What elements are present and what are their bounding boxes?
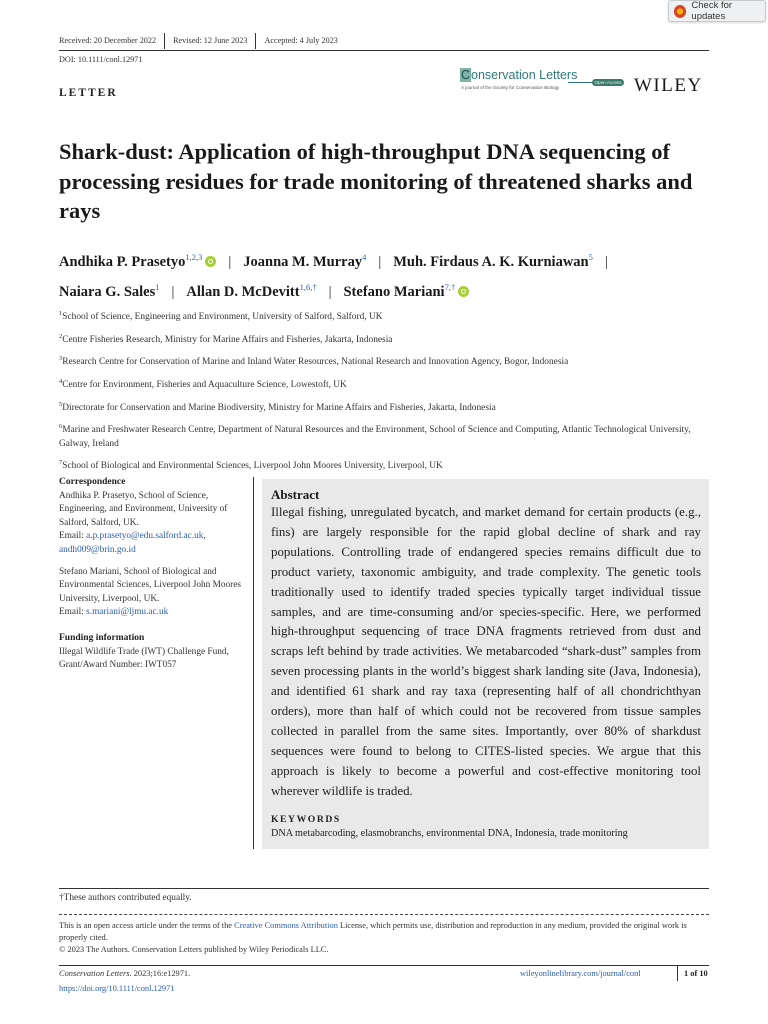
footer-rule — [59, 965, 709, 966]
affiliation-item: $^5$Directorate for Conservation and Marine Biodiversity, Ministry for Marine Affairs and Fisheries, Jakarta, Indonesia — [59, 400, 496, 413]
article-doi: DOI: 10.1111/conl.12971 — [59, 55, 143, 64]
correspondence-1: Andhika P. Prasetyo, School of Science, Engineering, and Environment, University of Salford, Salford, UK. Email: a.p.prasetyo@edu.salford.ac.uk, andh009@brin.go.id — [59, 490, 228, 555]
email-link[interactable]: s.mariani@ljmu.ac.uk — [86, 607, 169, 618]
orcid-icon[interactable] — [458, 286, 469, 297]
open-access-badge: Open Access — [592, 79, 624, 86]
abstract-heading: Abstract — [271, 487, 320, 502]
author-affiliation-sup[interactable]: 4 — [362, 252, 367, 262]
author-affiliation-sup[interactable]: 1,2,3 — [185, 252, 203, 262]
author-name[interactable]: Muh. Firdaus A. K. Kurniawan — [393, 254, 589, 270]
author-affiliation-sup[interactable]: 5 — [588, 252, 593, 262]
email-link[interactable]: a.p.prasetyo@edu.salford.ac.uk — [86, 531, 204, 542]
author-separator: | — [171, 284, 175, 300]
affiliation-list — [59, 307, 709, 479]
keywords-text: DNA metabarcoding, elasmobranchs, environmental DNA, Indonesia, trade monitoring — [271, 828, 628, 839]
email-link[interactable]: andh009@brin.go.id — [59, 544, 136, 555]
author-name[interactable]: Allan D. McDevitt — [186, 284, 300, 300]
funding-heading: Funding information — [59, 632, 145, 643]
license-text: This is an open access article under the terms of the Creative Commons Attribution License, which permits use, distribution and reproduction in any medium, provided the original work is properly cited. — [59, 921, 687, 942]
affiliation-item: $^6$Marine and Freshwater Research Centre, Department of Natural Resources and the Environment, School of Science and Computing, Atlantic Technological University, Galway, Ireland — [59, 423, 691, 449]
correspondence-heading: Correspondence — [59, 477, 126, 487]
equal-contribution-footnote: †These authors contributed equally. — [59, 893, 192, 903]
funding-text: Illegal Wildlife Trade (IWT) Challenge Fund, Grant/Award Number: IWT057 — [59, 646, 229, 671]
header-rule — [59, 50, 709, 51]
column-divider — [253, 477, 254, 849]
author-separator: | — [328, 284, 332, 300]
author-name[interactable]: Joanna M. Murray — [243, 254, 363, 270]
check-updates-icon — [674, 5, 686, 18]
publisher-logo: WILEY — [634, 75, 703, 96]
affiliation-item: $^7$School of Biological and Environmental Sciences, Liverpool John Moores University, Liverpool, UK — [59, 459, 443, 472]
journal-logo — [458, 68, 626, 94]
check-for-updates-button[interactable] — [668, 0, 766, 22]
author-name[interactable]: Stefano Mariani — [343, 284, 445, 300]
affiliation-item: $^3$Research Centre for Conservation of Marine and Inland Water Resources, National Research and Innovation Agency, Bogor, Indonesia — [59, 355, 569, 368]
check-for-updates-label: Check for updates — [691, 0, 733, 22]
author-affiliation-sup[interactable]: 7,† — [444, 282, 456, 292]
author-separator: | — [604, 254, 608, 270]
license-divider — [59, 914, 709, 915]
article-type: LETTER — [59, 87, 118, 99]
revised-date: Revised: 12 June 2023 — [164, 33, 255, 49]
doi-link[interactable]: https://doi.org/10.1111/conl.12971 — [59, 984, 175, 993]
orcid-icon[interactable] — [205, 256, 216, 267]
journal-site-link[interactable]: wileyonlinelibrary.com/journal/conl — [520, 969, 641, 978]
copyright-text: © 2023 The Authors. Conservation Letters published by Wiley Periodicals LLC. — [59, 945, 329, 954]
journal-name: Conservation Letters — [461, 68, 578, 82]
keywords-heading: KEYWORDS — [271, 814, 341, 825]
author-name[interactable]: Naiara G. Sales — [59, 284, 156, 300]
journal-subtitle: A journal of the Society for Conservation Biology — [461, 85, 560, 90]
author-affiliation-sup[interactable]: 1,6,† — [299, 282, 317, 292]
affiliation-item: $^2$Centre Fisheries Research, Ministry for Marine Affairs and Fisheries, Jakarta, Indonesia — [59, 332, 393, 345]
article-dates — [59, 33, 346, 49]
author-separator: | — [378, 254, 382, 270]
affiliation-item: $^1$School of Science, Engineering and Environment, University of Salford, Salford, UK — [59, 310, 383, 323]
received-date: Received: 20 December 2022 — [59, 36, 157, 45]
author-separator: | — [228, 254, 232, 270]
author-affiliation-sup[interactable]: 1 — [155, 282, 160, 292]
page-number: 1 of 10 — [677, 966, 708, 981]
journal-logo-line — [568, 82, 592, 83]
author-list — [59, 245, 729, 305]
license-link[interactable]: Creative Commons Attribution — [234, 921, 338, 930]
abstract-text: Illegal fishing, unregulated bycatch, and market demand for certain products (e.g., fins) are largely responsible for the rapid global decline of shark and ray populations. Controlling trade of endangered species remains difficult due to product variety, taxonomic ambiguity, and trade complexity. The genetic tools traditionally used to identify traded species typically target individual tissue samples, and are time-consuming and/or species-specific. Here, we performed high-throughput sequencing of trace DNA fragments retrieved from dust and scraps left behind by trade activities. We metabarcoded “shark-dust” samples from seven processing plants in the world’s biggest shark landing site (Java, Indonesia), and identified 61 shark and ray taxa (representing half of all chondrichthyan orders), more than half of which could not be recovered from tissue samples collected in parallel from the same sites. Importantly, over 80% of sharkdust sequences were found to belong to CITES-listed species. We argue that this approach is likely to become a powerful and cost-effective monitoring tool wherever wildlife is traded. — [271, 505, 701, 798]
affiliation-item: $^4$Centre for Environment, Fisheries and Aquaculture Science, Lowestoft, UK — [59, 377, 347, 390]
correspondence-2: Stefano Mariani, School of Biological and Environmental Sciences, Liverpool John Moores University, Liverpool, UK. Email: s.mariani@ljmu.ac.uk — [59, 566, 242, 618]
accepted-date: Accepted: 4 July 2023 — [255, 33, 345, 49]
side-column — [59, 476, 245, 681]
article-title: Shark-dust: Application of high-throughput DNA sequencing of processing residues for trade monitoring of threatened sharks and rays — [59, 139, 693, 223]
author-name[interactable]: Andhika P. Prasetyo — [59, 254, 186, 270]
footnote-rule — [59, 888, 709, 889]
citation: Conservation Letters. 2023;16:e12971. — [59, 969, 191, 978]
